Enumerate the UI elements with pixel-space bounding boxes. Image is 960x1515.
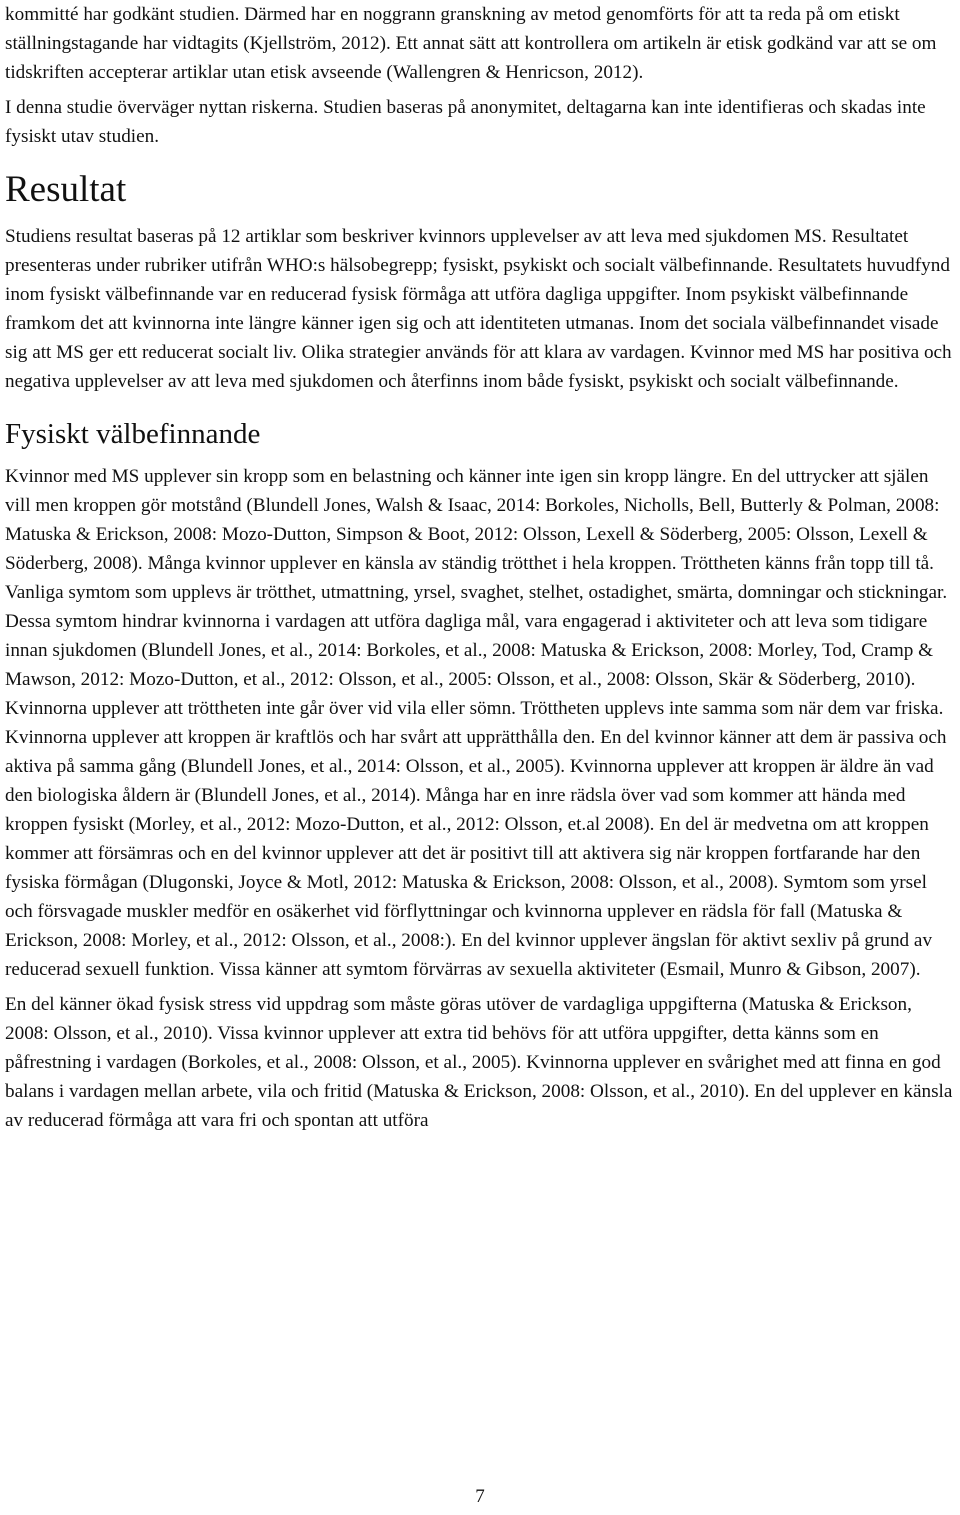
fysiskt-paragraph-2: En del känner ökad fysisk stress vid uppdrag som måste göras utöver de vardagliga uppgifterna (Matuska & Erickson, 2008: Olsson, et al., 2010). Vissa kvinnor upplever att extra tid behövs för att utföra uppgifter, detta känns som en påfrestning i vardagen (Borkoles, et al., 2008: Olsson, et al., 2005). Kvinnorna upplever en svårighet med att finna en god balans i vardagen mellan arbete, vila och fritid (Matuska & Erickson, 2008: Olsson, et al., 2010). En del upplever en känsla av reducerad förmåga att vara fri och spontan att utföra <box>5 994 953 1131</box>
intro-paragraph-ethics: kommitté har godkänt studien. Därmed har en noggrann granskning av metod genomförts för att ta reda på om etiskt ställningstagande har vidtagits (Kjellström, 2012). Ett annat sätt att kontrollera om artikeln är etisk godkänd var att se om tidskriften accepterar artiklar utan etisk avseende (Wallengren & Henricson, 2012). <box>5 4 937 83</box>
document-page <box>5 0 958 1135</box>
resultat-paragraph: Studiens resultat baseras på 12 artiklar som beskriver kvinnors upplevelser av att leva med sjukdomen MS. Resultatet presenteras under rubriker utifrån WHO:s hälsobegrepp; fysiskt, psykiskt och socialt välbefinnande. Resultatets huvudfynd inom fysiskt välbefinnande var en reducerad fysisk förmåga att utföra dagliga uppgifter. Inom psykiskt välbefinnande framkom det att kvinnorna inte längre känner igen sig och att identiteten utmanas. Inom det sociala välbefinnandet visade sig att MS ger ett reducerat socialt liv. Olika strategier används för att klara av vardagen. Kvinnor med MS har positiva och negativa upplevelser av att leva med sjukdomen och återfinns inom både fysiskt, psykiskt och socialt välbefinnande. <box>5 226 952 392</box>
section-heading-resultat: Resultat <box>5 169 127 210</box>
intro-paragraph-risks: I denna studie överväger nyttan riskerna. Studien baseras på anonymitet, deltagarna kan inte identifieras och skadas inte fysiskt utav studien. <box>5 97 926 147</box>
page-number: 7 <box>475 1486 485 1507</box>
fysiskt-paragraph-1: Kvinnor med MS upplever sin kropp som en belastning och känner inte igen sin kropp längre. En del uttrycker att själen vill men kroppen gör motstånd (Blundell Jones, Walsh & Isaac, 2014: Borkoles, Nicholls, Bell, Butterly & Polman, 2008: Matuska & Erickson, 2008: Mozo-Dutton, Simpson & Boot, 2012: Olsson, Lexell & Söderberg, 2005: Olsson, Lexell & Söderberg, 2008). Många kvinnor upplever en känsla av ständig trötthet i hela kroppen. Tröttheten känns från topp till tå. Vanliga symtom som upplevs är trötthet, utmattning, yrsel, svaghet, stelhet, ostadighet, smärta, domningar och stickningar. Dessa symtom hindrar kvinnorna i vardagen att utföra dagliga mål, vara engagerad i aktiviteter och att leva som tidigare innan sjukdomen (Blundell Jones, et al., 2014: Borkoles, et al., 2008: Matuska & Erickson, 2008: Morley, Tod, Cramp & Mawson, 2012: Mozo-Dutton, et al., 2012: Olsson, et al., 2005: Olsson, et al., 2008: Olsson, Skär & Söderberg, 2010). Kvinnorna upplever att tröttheten inte går över vid vila eller sömn. Tröttheten upplevs inte samma som när dem var friska. Kvinnorna upplever att kroppen är kraftlös och har svårt att upprätthålla den. En del kvinnor känner att dem är passiva och aktiva på samma gång (Blundell Jones, et al., 2014: Olsson, et al., 2005). Kvinnorna upplever att kroppen är äldre än vad den biologiska åldern är (Blundell Jones, et al., 2014). Många har en inre rädsla över vad som kommer att hända med kroppen fysiskt (Morley, et al., 2012: Mozo-Dutton, et al., 2012: Olsson, et.al 2008). En del är medvetna om att kroppen kommer att försämras och en del kvinnor upplever att det är positivt till att aktivera sig när kroppen fortfarande har den fysiska förmågan (Dlugonski, Joyce & Motl, 2012: Matuska & Erickson, 2008: Olsson, et al., 2008). Symtom som yrsel och försvagade muskler medför en osäkerhet vid förflyttningar och kvinnorna upplever en rädsla för fall (Matuska & Erickson, 2008: Morley, et al., 2012: Olsson, et al., 2008:). En del kvinnor upplever ängslan för aktivt sexliv på grund av reducerad sexuell funktion. Vissa känner att symtom förvärras av sexuella aktiviteter (Esmail, Munro & Gibson, 2007). <box>5 466 948 980</box>
section-heading-fysiskt-valbefinnande: Fysiskt välbefinnande <box>5 418 261 450</box>
